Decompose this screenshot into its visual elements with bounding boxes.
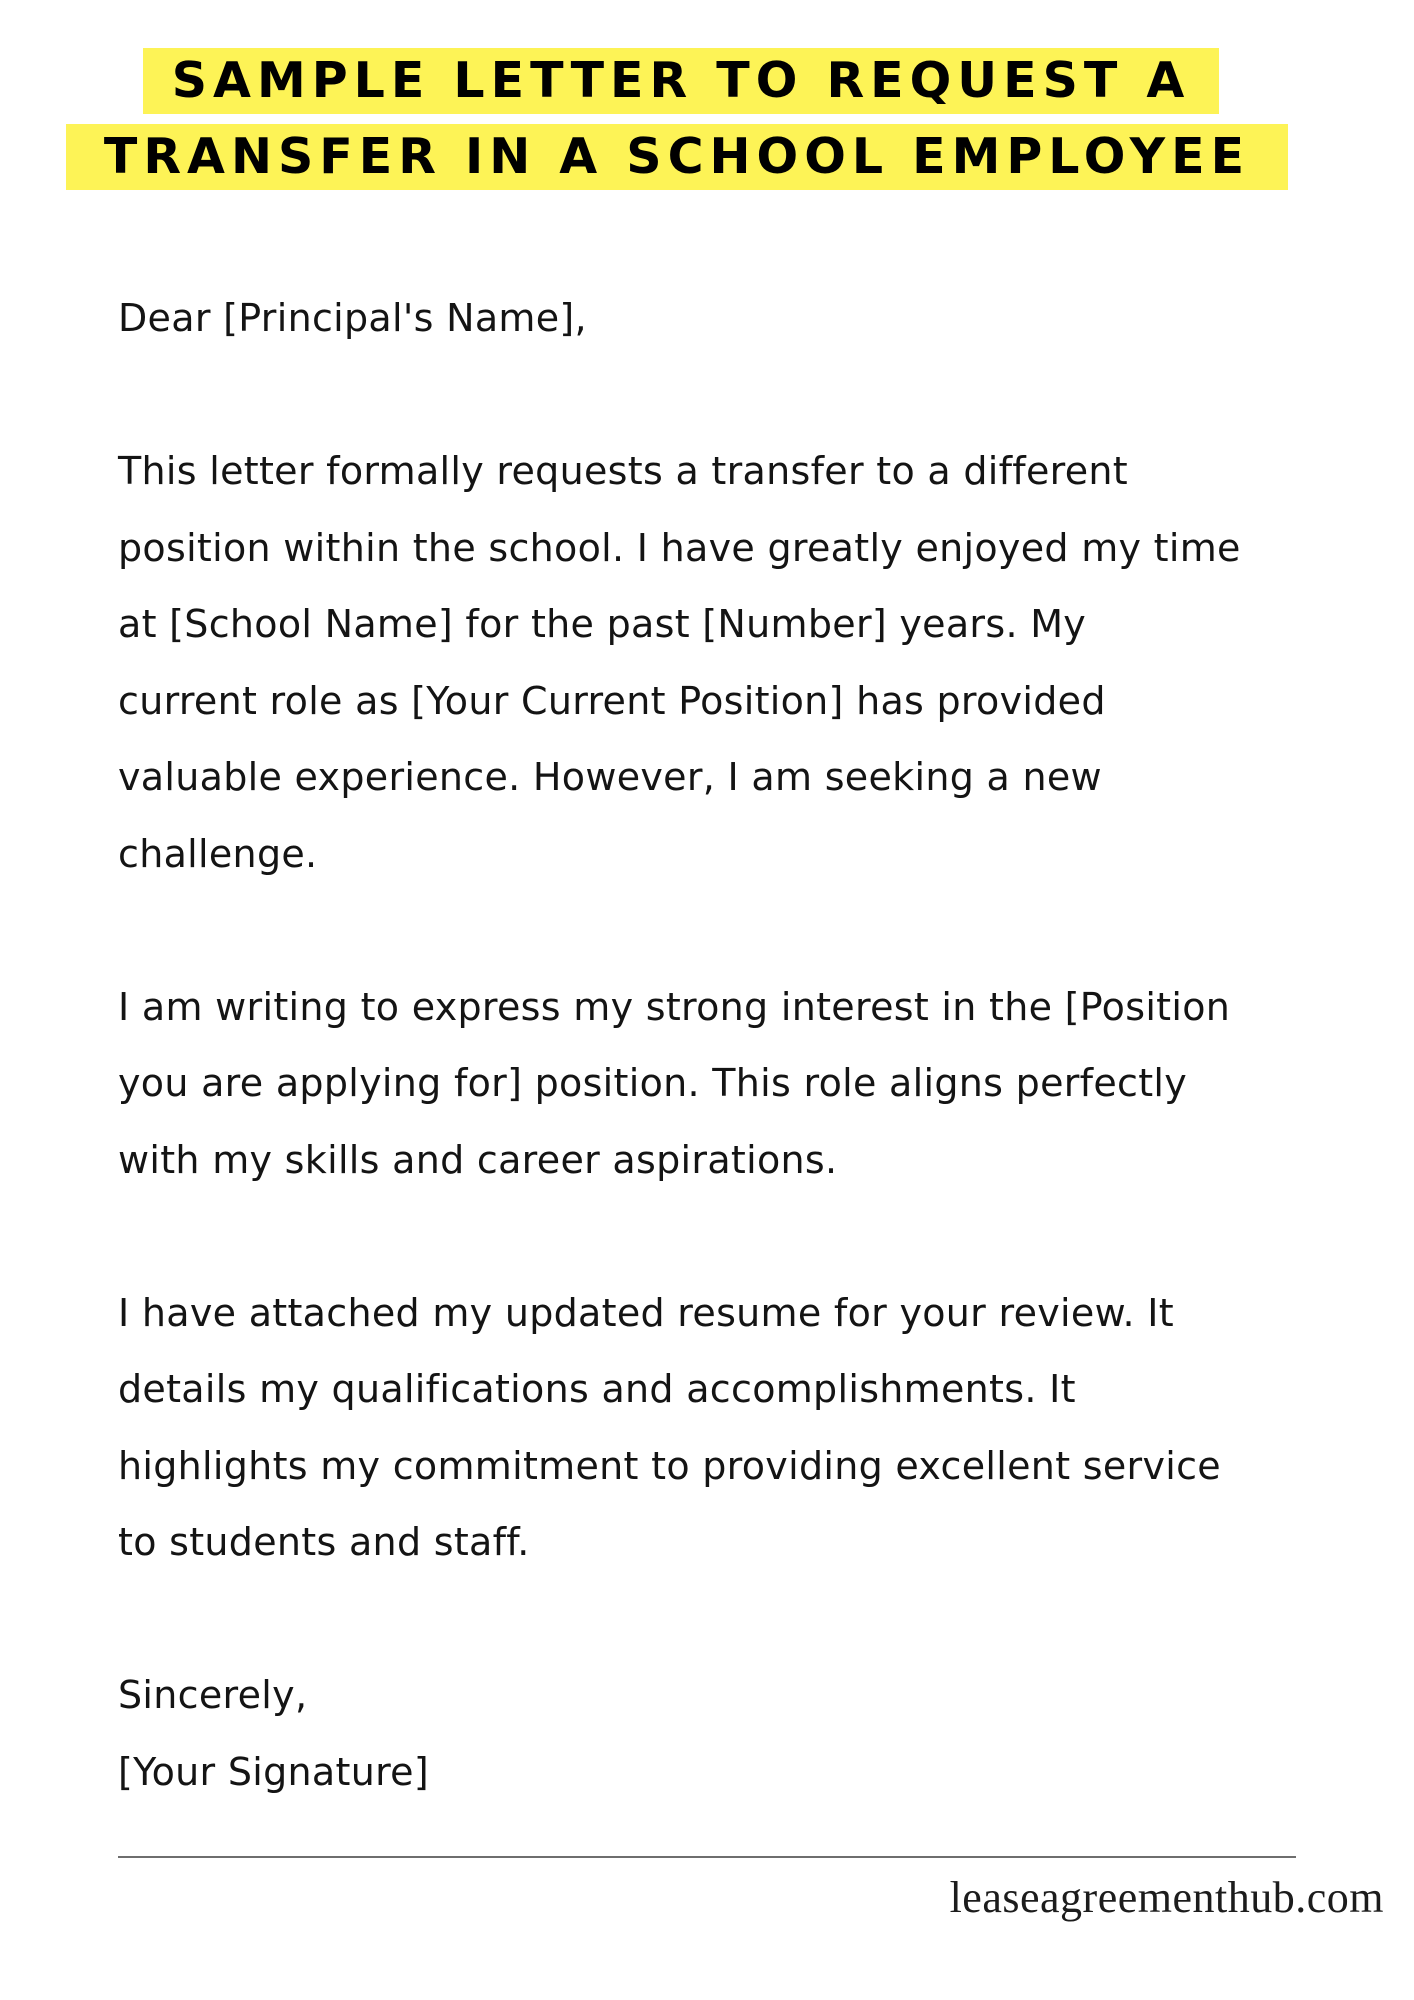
- title-line-2: TRANSFER IN A SCHOOL EMPLOYEE: [66, 124, 1288, 190]
- paragraph-line: position within the school. I have greatly enjoyed my time: [118, 525, 1241, 570]
- signature-placeholder: [Your Signature]: [118, 1749, 429, 1794]
- paragraph-gap: [118, 357, 1358, 434]
- paragraph-3: [118, 1275, 1358, 1581]
- title-line-1: SAMPLE LETTER TO REQUEST A: [143, 48, 1219, 114]
- paragraph-2: [118, 969, 1358, 1199]
- paragraph-line: you are applying for] position. This role aligns perfectly: [118, 1061, 1188, 1105]
- paragraph-line: challenge.: [118, 831, 318, 876]
- paragraph-line: with my skills and career aspirations.: [118, 1137, 838, 1182]
- paragraph-line: current role as [Your Current Position] has provided: [118, 678, 1106, 723]
- paragraph-line: details my qualifications and accomplishments. It: [118, 1367, 1076, 1411]
- paragraph-gap: [118, 1198, 1358, 1275]
- paragraph-line: This letter formally requests a transfer to a different: [118, 449, 1129, 493]
- paragraph-gap: [118, 892, 1358, 969]
- paragraph-1: [118, 433, 1358, 892]
- closing: Sincerely,: [118, 1673, 308, 1717]
- brand-url: leaseagreementhub.com: [949, 1873, 1384, 1922]
- paragraph-line: highlights my commitment to providing excellent service: [118, 1443, 1221, 1488]
- letter-body: [118, 280, 1358, 1810]
- paragraph-line: valuable experience. However, I am seeking a new: [118, 755, 1102, 799]
- paragraph-line: I have attached my updated resume for your review. It: [118, 1290, 1174, 1335]
- paragraph-line: at [School Name] for the past [Number] years. My: [118, 602, 1087, 646]
- paragraph-gap: [118, 1581, 1358, 1658]
- footer-divider: [118, 1856, 1296, 1858]
- salutation: Dear [Principal's Name],: [118, 296, 587, 340]
- paragraph-line: I am writing to express my strong interest in the [Position: [118, 984, 1231, 1029]
- paragraph-line: to students and staff.: [118, 1520, 530, 1564]
